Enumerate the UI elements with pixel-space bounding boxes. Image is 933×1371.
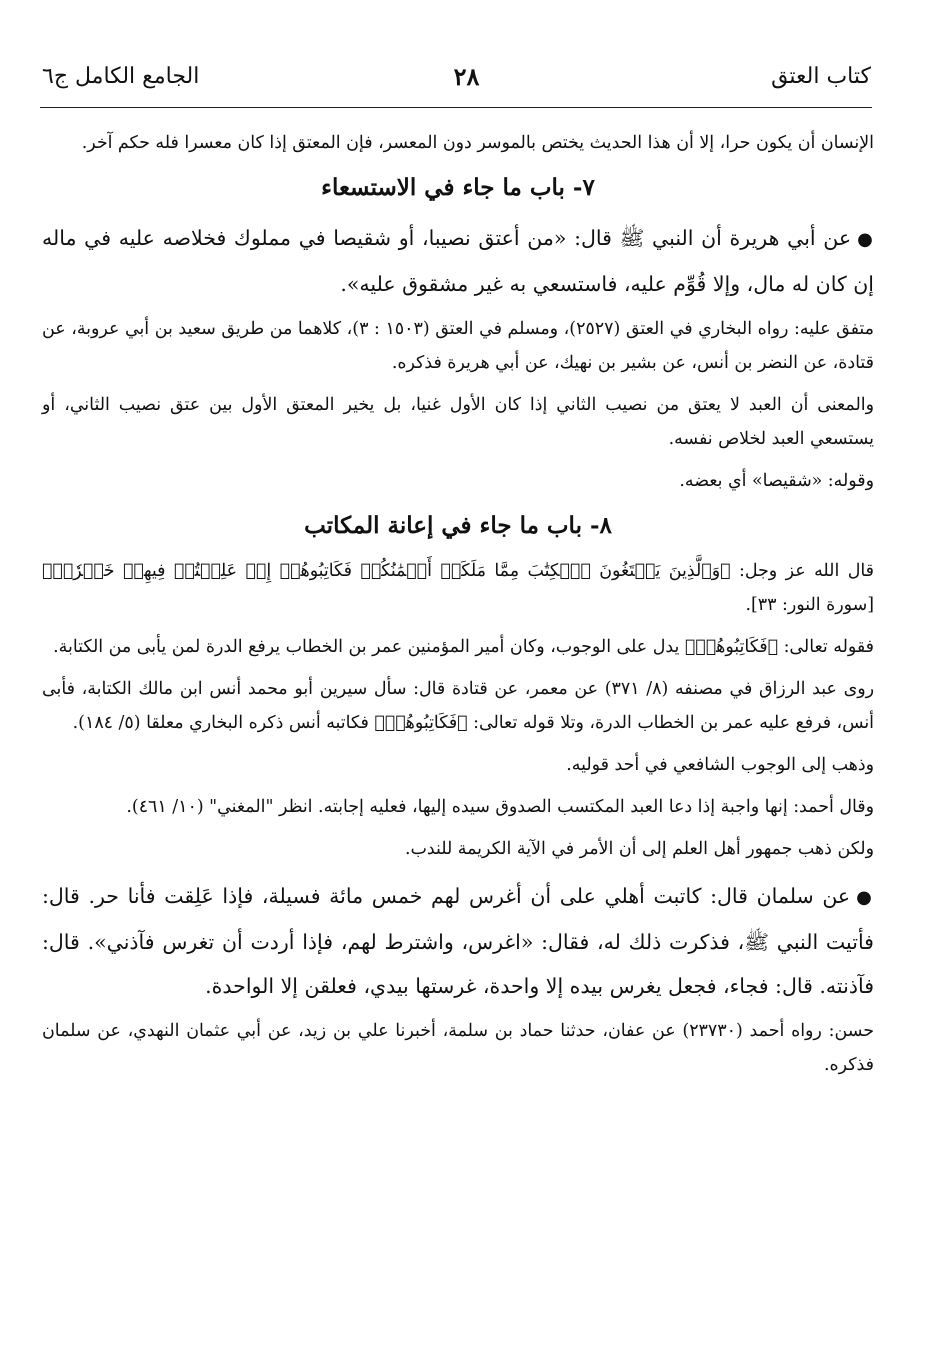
series-title: الجامع الكامل ج٦: [42, 64, 200, 89]
commentary-paragraph: وقوله: «شقيصا» أي بعضه.: [679, 471, 874, 491]
page-body: [42, 126, 874, 1090]
hadith-paragraph: ●عن أبي هريرة أن النبي ﷺ قال: «من أعتق نصيبا، أو شقيصا في مملوك فخلاصه عليه في ماله إن كان له مال، وإلا قُوِّم عليه، فاستسعي به غير مشقوق عليه».: [42, 226, 874, 296]
header-rule: [40, 107, 872, 108]
commentary-paragraph: والمعنى أن العبد لا يعتق من نصيب الثاني إذا كان الأول غنيا، بل يخير المعتق الأول بين عتق نصيب الثاني، أو يستسعي العبد لخلاص نفسه.: [42, 395, 874, 449]
commentary-paragraph: روى عبد الرزاق في مصنفه (٨/ ٣٧١) عن معمر، عن قتادة قال: سأل سيرين أبو محمد أنس ابن مالك الكتابة، فأبى أنس، فرفع عليه عمر بن الخطاب الدرة، وتلا قوله تعالى: ﴿فَكَاتِبُوهُمۡ﴾ فكاتبه أنس ذكره البخاري معلقا (٥/ ١٨٤).: [42, 679, 875, 733]
takhrij-paragraph: حسن: رواه أحمد (٢٣٧٣٠) عن عفان، حدثنا حماد بن سلمة، أخبرنا علي بن زيد، عن أبي عثمان النهدي، عن سلمان فذكره.: [42, 1021, 874, 1075]
book-title: كتاب العتق: [771, 64, 871, 89]
commentary-paragraph: وقال أحمد: إنها واجبة إذا دعا العبد المكتسب الصدوق سيده إليها، فعليه إجابته. انظر "المغني" (١٠/ ٤٦١).: [126, 797, 874, 817]
paragraph-continuation: الإنسان أن يكون حرا، إلا أن هذا الحديث يختص بالموسر دون المعسر، فإن المعتق إذا كان معسرا فله حكم آخر.: [81, 133, 874, 153]
hadith-paragraph: ●عن سلمان قال: كاتبت أهلي على أن أغرس لهم خمس مائة فسيلة، فإذا عَلِقت فأنا حر. قال: فأتيت النبي ﷺ، فذكرت ذلك له، فقال: «اغرس، واشترط لهم، فإذا أردت أن تغرس فآذني». قال: فآذنته. قال: فجاء، فجعل يغرس بيده إلا واحدة، غرستها بيدي، فعلقن إلا الواحدة.: [42, 884, 874, 998]
page-number: ٢٨: [453, 62, 480, 91]
section-heading-mukatab: ٨- باب ما جاء في إعانة المكاتب: [304, 512, 612, 539]
section-heading-istisaa: ٧- باب ما جاء في الاستسعاء: [321, 174, 595, 201]
commentary-paragraph: وذهب إلى الوجوب الشافعي في أحد قوليه.: [566, 755, 874, 775]
takhrij-paragraph: متفق عليه: رواه البخاري في العتق (٢٥٢٧)، ومسلم في العتق (١٥٠٣ : ٣)، كلاهما من طريق سعيد بن أبي عروبة، عن قتادة، عن النضر بن أنس، عن بشير بن نهيك، عن أبي هريرة فذكره.: [42, 319, 874, 373]
quran-verse-paragraph: قال الله عز وجل: ﴿وَٱلَّذِينَ يَبۡتَغُونَ ٱلۡكِتَٰبَ مِمَّا مَلَكَتۡ أَيۡمَٰنُكُمۡ فَكَاتِبُوهُمۡ إِنۡ عَلِمۡتُمۡ فِيهِمۡ خَيۡرٗاۖ﴾ [سورة النور: ٣٣].: [42, 561, 874, 615]
bullet-icon: ●: [856, 887, 874, 908]
commentary-paragraph: ولكن ذهب جمهور أهل العلم إلى أن الأمر في الآية الكريمة للندب.: [404, 839, 874, 859]
bullet-icon: ●: [857, 229, 874, 250]
commentary-paragraph: فقوله تعالى: ﴿فَكَاتِبُوهُمۡ﴾ يدل على الوجوب، وكان أمير المؤمنين عمر بن الخطاب يرفع الدرة لمن يأبى من الكتابة.: [53, 637, 874, 657]
